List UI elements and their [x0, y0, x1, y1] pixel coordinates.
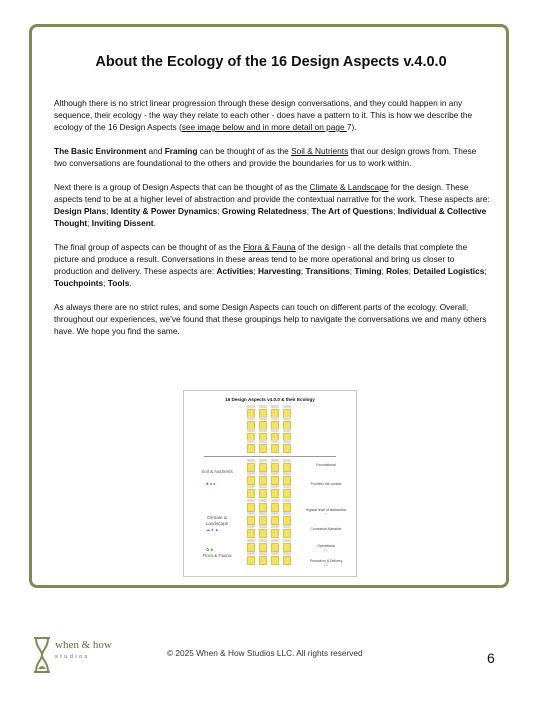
- tile-label: [271, 485, 279, 488]
- note-abstraction: [304, 508, 348, 516]
- brand-name: when & how: [55, 639, 112, 651]
- note-glyph: ◦: [325, 466, 327, 472]
- tile-label: [259, 485, 267, 488]
- tile-label: [283, 440, 291, 443]
- aspect-tile: [283, 444, 291, 453]
- aspect-tile: [271, 556, 279, 565]
- tile-label: [283, 485, 291, 488]
- note-glyph: ▷: [324, 547, 328, 553]
- aspect-term: The Art of Questions: [311, 206, 394, 216]
- tile-label: [247, 417, 255, 420]
- paragraph-soil: [54, 145, 490, 169]
- note-text: Provides the context: [310, 482, 342, 486]
- aspect-tile: [271, 476, 279, 485]
- note-text: Highest level of abstraction: [305, 508, 347, 512]
- intro-text-end: 7).: [346, 122, 357, 132]
- aspect-term: Tools: [107, 278, 130, 288]
- soil-icons: ♣ ● ♠: [206, 481, 216, 486]
- tile-label: [247, 539, 255, 542]
- note-glyph: •: [325, 511, 327, 517]
- figure-divider: [204, 456, 336, 457]
- paragraph-flora: The final group of aspects can be thought of as the Flora & Fauna of the design - all the details that complete the picture and produce a result. Conversations in these areas tend to be more operational and bring us closer to production and delivery. These aspects are: Activities; Harvesting; Transitions; Timing; Roles; Detailed Logistics; Touchpoints; Tools.: [54, 242, 487, 288]
- tile-label: [259, 512, 267, 515]
- basic-environment-term: The Basic Environment: [54, 146, 147, 156]
- note-text: Production & Delivery: [309, 559, 343, 563]
- tile-label: [247, 459, 255, 462]
- tile-label: [271, 459, 279, 462]
- flora-icons: ✿ ♣: [206, 547, 214, 552]
- tile-label: [247, 440, 255, 443]
- body-text: [54, 97, 490, 349]
- aspect-tile: [247, 444, 255, 453]
- aspect-tile: [271, 529, 279, 538]
- tile-label: [259, 405, 267, 408]
- note-narrative: [304, 527, 348, 535]
- aspect-tile: [271, 463, 279, 472]
- tile-label: [259, 440, 267, 443]
- tile-label: [247, 485, 255, 488]
- aspect-term: Timing: [354, 266, 382, 276]
- climate-landscape-term: Climate & Landscape: [309, 182, 389, 192]
- tile-label: [259, 429, 267, 432]
- aspect-tile: [259, 444, 267, 453]
- tile-label: [271, 552, 279, 555]
- aspect-tile: [271, 543, 279, 552]
- note-foundational: [304, 463, 348, 471]
- aspect-tile: [271, 489, 279, 498]
- aspect-term: Growing Relatedness: [221, 206, 307, 216]
- tile-label: [283, 552, 291, 555]
- tile-label: [271, 525, 279, 528]
- see-image-link[interactable]: see image below and in more detail on page: [181, 122, 347, 132]
- aspect-tile: [259, 556, 267, 565]
- note-production: [304, 559, 348, 567]
- tile-label: [259, 417, 267, 420]
- tile-label: [283, 539, 291, 542]
- figure-title: 16 Design Aspects v4.0.0 & their Ecology: [225, 397, 315, 402]
- tile-label: [271, 405, 279, 408]
- tile-label: [283, 512, 291, 515]
- aspect-tile: [283, 529, 291, 538]
- aspect-tile: [259, 503, 267, 512]
- aspect-tile: [247, 516, 255, 525]
- page-number: 6: [487, 650, 495, 666]
- aspect-term: Inviting Dissent: [91, 218, 154, 228]
- aspect-term: Touchpoints: [54, 278, 104, 288]
- tile-label: [283, 417, 291, 420]
- text: can be thought of as the: [197, 146, 292, 156]
- aspect-term: Design Plans: [54, 206, 107, 216]
- text: and: [146, 146, 165, 156]
- tile-label: [283, 405, 291, 408]
- aspect-tile: [259, 489, 267, 498]
- paragraph-closing: As always there are no strict rules, and some Design Aspects can touch on different parts of the ecology. Overall, throughout our experiences, we've found that these groupings help to navigate the conversations we and many others have. We hope you find the same.: [54, 302, 487, 336]
- hourglass-icon: [31, 636, 53, 674]
- tile-label: [271, 417, 279, 420]
- tile-label: [271, 499, 279, 502]
- aspect-tile: [283, 489, 291, 498]
- group-label-climate: Climate & Landscape: [205, 515, 229, 526]
- aspect-term: Transitions: [305, 266, 350, 276]
- tile-label: [271, 539, 279, 542]
- aspect-tile: [247, 529, 255, 538]
- tile-label: [283, 472, 291, 475]
- tile-label: [247, 525, 255, 528]
- tile-label: [247, 552, 255, 555]
- text: for the design. These aspects tend to be at a higher level of abstraction and provide the contextual narrative for the work. These aspects are:: [54, 182, 490, 204]
- ecology-figure: [183, 390, 357, 577]
- aspect-tile: [259, 516, 267, 525]
- note-text: Contextual Narrative: [310, 527, 342, 531]
- brand-tagline: studios: [55, 654, 90, 660]
- company-logo: [31, 636, 151, 676]
- intro-text: Although there is no strict linear progression through these design conversations, and they could happen in any sequence, their ecology - the way they relate to each other - does have a pattern to it. This is how we describe the ecology of the 16 Design Aspects (: [54, 98, 473, 132]
- aspect-tile: [283, 556, 291, 565]
- paragraph-intro: [54, 97, 490, 133]
- aspect-term: Detailed Logistics: [413, 266, 485, 276]
- note-glyph: ◦: [325, 530, 327, 536]
- aspect-tile: [283, 476, 291, 485]
- tile-label: [259, 539, 267, 542]
- tile-label: [259, 472, 267, 475]
- note-text: Operational: [317, 544, 335, 548]
- note-context: [304, 482, 348, 490]
- aspect-tile: [247, 476, 255, 485]
- aspect-tile: [283, 503, 291, 512]
- tile-label: [271, 512, 279, 515]
- tile-label: [283, 459, 291, 462]
- note-glyph: ☐: [324, 562, 328, 568]
- paragraph-climate: Next there is a group of Design Aspects that can be thought of as the Climate & Landscape for the design. These aspects tend to be at a higher level of abstraction and provide the contextual narrative for the work. These aspects are: Design Plans; Identity & Power Dynamics; Growing Relatedness; The Art of Questions; Individual & Collective Thought; Inviting Dissent.: [54, 182, 490, 228]
- aspect-tile: [247, 463, 255, 472]
- aspect-term: Activities: [216, 266, 254, 276]
- tile-label: [247, 429, 255, 432]
- climate-icons: ☁ ● ▲: [206, 527, 219, 532]
- tile-label: [283, 429, 291, 432]
- aspect-tile: [283, 543, 291, 552]
- tile-label: [259, 552, 267, 555]
- soil-nutrients-term: Soil & Nutrients: [291, 146, 349, 156]
- aspect-term: Roles: [386, 266, 409, 276]
- text: of the design - all the details that complete the picture and produce a result. Conversations in these areas tend to be more operational and bring us closer to production and delivery. These aspects are:: [54, 242, 468, 276]
- tile-label: [247, 499, 255, 502]
- tile-label: [271, 440, 279, 443]
- group-label-flora: Flora & Fauna: [202, 553, 232, 558]
- copyright-text: © 2025 When & How Studios LLC. All rights reserved: [167, 648, 363, 658]
- group-label-soil: Soil & Nutrients: [201, 469, 233, 474]
- note-text: Foundational: [316, 463, 336, 467]
- aspect-tile: [271, 516, 279, 525]
- framing-term: Framing: [164, 146, 198, 156]
- note-operational: [304, 544, 348, 552]
- aspect-tile: [247, 556, 255, 565]
- aspect-term: Individual & Collective Thought: [54, 206, 487, 228]
- aspect-tile: [259, 476, 267, 485]
- aspect-tile: [259, 529, 267, 538]
- tile-label: [259, 499, 267, 502]
- aspect-term: Identity & Power Dynamics: [110, 206, 218, 216]
- tile-label: [247, 472, 255, 475]
- tile-label: [259, 525, 267, 528]
- tile-label: [247, 405, 255, 408]
- aspect-tile: [271, 444, 279, 453]
- tile-label: [247, 512, 255, 515]
- tile-label: [271, 472, 279, 475]
- aspect-tile: [247, 489, 255, 498]
- aspect-tile: [283, 463, 291, 472]
- text: Next there is a group of Design Aspects that can be thought of as the: [54, 182, 310, 192]
- aspect-tile: [259, 543, 267, 552]
- flora-fauna-term: Flora & Fauna: [243, 242, 296, 252]
- text: The final group of aspects can be thought of as the: [54, 242, 244, 252]
- text: that our design grows from. These two conversations are foundational to the others and provide the boundaries for us to work within.: [54, 146, 477, 168]
- aspect-tile: [271, 503, 279, 512]
- aspect-tile: [283, 516, 291, 525]
- page-title: About the Ecology of the 16 Design Aspects v.4.0.0: [95, 54, 447, 70]
- note-glyph: ◦: [325, 485, 327, 491]
- tile-label: [283, 499, 291, 502]
- tile-label: [259, 459, 267, 462]
- tile-label: [271, 429, 279, 432]
- aspect-term: Harvesting: [258, 266, 301, 276]
- tile-label: [283, 525, 291, 528]
- aspect-tile: [259, 463, 267, 472]
- aspect-tile: [247, 503, 255, 512]
- aspect-tile: [247, 543, 255, 552]
